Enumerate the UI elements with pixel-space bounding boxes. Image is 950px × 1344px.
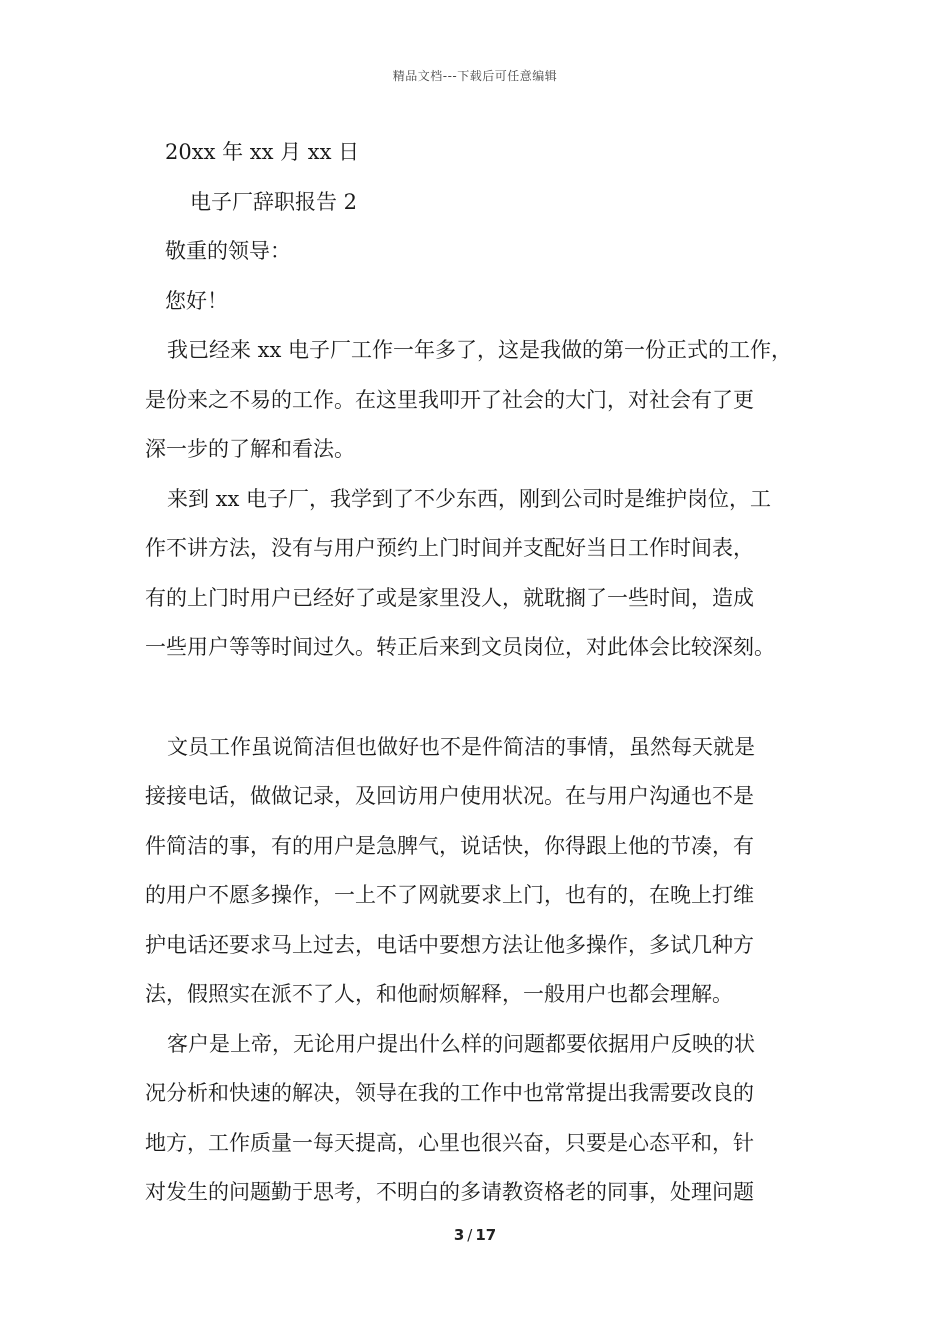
paragraph-line: 护电话还要求马上过去，电话中要想方法让他多操作，多试几种方 (145, 932, 754, 957)
page-separator: / (467, 1226, 473, 1244)
paragraph-line: 件简洁的事，有的用户是急脾气，说话快，你得跟上他的节凑，有 (145, 833, 754, 858)
paragraph-line: 法，假照实在派不了人，和他耐烦解释，一般用户也都会理解。 (145, 982, 733, 1006)
paragraph-1 (145, 326, 810, 475)
paragraph-2 (145, 475, 810, 673)
paragraph-3 (145, 723, 810, 1020)
paragraph-line: 的用户不愿多操作，一上不了网就要求上门，也有的，在晚上打维 (145, 883, 754, 907)
current-page: 3 (453, 1226, 465, 1244)
paragraph-line: 客户是上帝，无论用户提出什么样的问题都要依据用户反映的状 (167, 1031, 755, 1056)
greeting: 您好！ (165, 288, 228, 313)
report-title: 电子厂辞职报告 2 (190, 189, 358, 214)
paragraph-line: 一些用户等等时间过久。转正后来到文员岗位，对此体会比较深刻。 (145, 635, 775, 659)
paragraph-line: 我已经来 xx 电子厂工作一年多了，这是我做的第一份正式的工作， (167, 338, 793, 362)
paragraph-gap (145, 673, 810, 723)
paragraph-4 (145, 1020, 810, 1218)
paragraph-line: 对发生的问题勤于思考，不明白的多请教资格老的同事，处理问题 (145, 1180, 754, 1204)
document-body (145, 128, 810, 1218)
date-line: 20xx 年 xx 月 xx 日 (165, 140, 360, 164)
paragraph-line: 深一步的了解和看法。 (145, 437, 355, 461)
salutation: 敬重的领导： (165, 239, 291, 263)
paragraph-line: 是份来之不易的工作。在这里我叩开了社会的大门，对社会有了更 (145, 387, 754, 412)
header-note: 精品文档---下载后可任意编辑 (392, 69, 558, 83)
paragraph-line: 接接电话，做做记录，及回访用户使用状况。在与用户沟通也不是 (145, 784, 754, 808)
total-pages: 17 (475, 1226, 497, 1244)
paragraph-line: 有的上门时用户已经好了或是家里没人，就耽搁了一些时间，造成 (145, 585, 754, 610)
paragraph-line: 作不讲方法，没有与用户预约上门时间并支配好当日工作时间表， (145, 536, 754, 560)
paragraph-line: 况分析和快速的解决，领导在我的工作中也常常提出我需要改良的 (145, 1081, 754, 1105)
paragraph-line: 文员工作虽说简洁但也做好也不是件简洁的事情，虽然每天就是 (167, 734, 755, 759)
paragraph-line: 来到 xx 电子厂，我学到了不少东西，刚到公司时是维护岗位，工 (167, 486, 772, 511)
page-number (0, 1226, 950, 1244)
paragraph-line: 地方，工作质量一每天提高，心里也很兴奋，只要是心态平和，针 (145, 1130, 754, 1155)
